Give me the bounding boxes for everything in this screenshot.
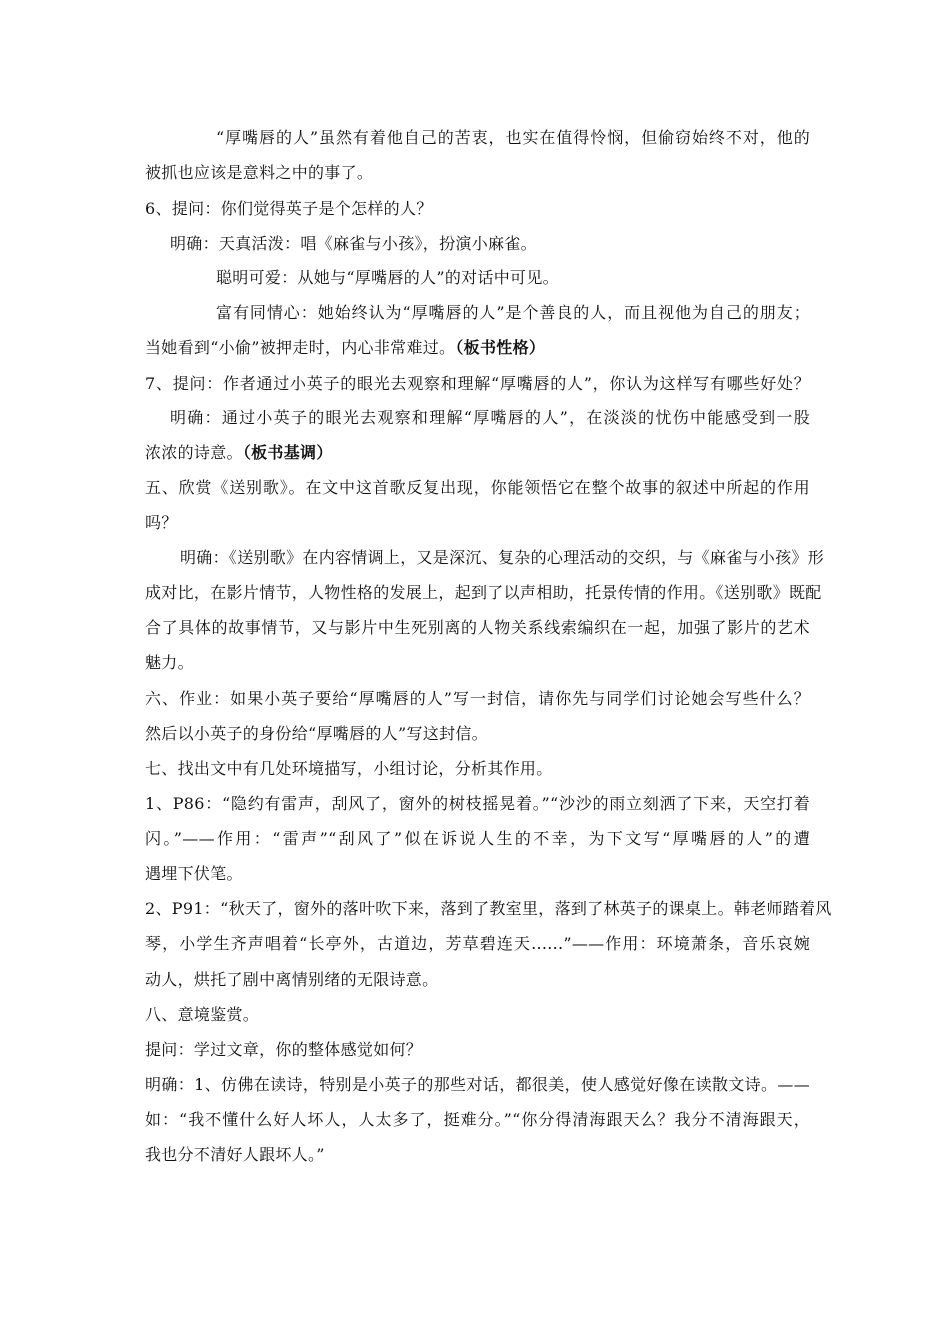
paragraph-line: 然后以小英子的身份给“厚嘴唇的人”写这封信。 [145, 724, 488, 743]
answer-line: 富有同情心：她始终认为“厚嘴唇的人”是个善良的人，而且视他为自己的朋友； [216, 303, 810, 322]
answer-line [145, 442, 810, 464]
section-7-heading: 七、找出文中有几处环境描写，小组讨论，分析其作用。 [145, 759, 553, 778]
question-6: 6、提问：你们觉得英子是个怎样的人？ [145, 199, 433, 218]
answer-line: 明确：天真活泼：唱《麻雀与小孩》，扮演小麻雀。 [170, 234, 537, 253]
paragraph-line: 闪。”——作用：“雷声”“刮风了”似在诉说人生的不幸，为下文写“厚嘴唇的人”的遭 [145, 829, 810, 848]
answer-line: 明确：1、仿佛在读诗，特别是小英子的那些对话，都很美，使人感觉好像在读散文诗。—— [145, 1075, 810, 1094]
answer-line [145, 337, 810, 359]
answer-text: 当她看到“小偷”被押走时，内心非常难过。 [145, 338, 456, 357]
paragraph-line: “厚嘴唇的人”虽然有着他自己的苦衷，也实在值得怜悯，但偷窃始终不对，他的 [216, 128, 810, 147]
answer-line: 成对比，在影片情节，人物性格的发展上，起到了以声相助，托景传情的作用。《送别歌》既配 [145, 583, 822, 602]
paragraph-line: 琴，小学生齐声唱着“长亭外，古道边，芳草碧连天......”——作用：环境萧条，音乐哀婉 [145, 934, 810, 953]
board-note: （板书基调） [242, 443, 333, 462]
question-7: 7、提问：作者通过小英子的眼光去观察和理解“厚嘴唇的人”，你认为这样写有哪些好处？ [145, 374, 810, 393]
board-note: （板书性格） [455, 338, 546, 357]
section-6-heading: 六、作业：如果小英子要给“厚嘴唇的人”写一封信，请你先与同学们讨论她会写些什么？ [145, 689, 810, 708]
paragraph-line: 被抓也应该是意料之中的事了。 [145, 163, 374, 182]
paragraph-line: 遇埋下伏笔。 [145, 864, 243, 883]
section-8-heading: 八、意境鉴赏。 [145, 1005, 260, 1024]
answer-line: 我也分不清好人跟坏人。” [145, 1145, 325, 1164]
answer-line: 合了具体的故事情节，又与影片中生死别离的人物关系线索编织在一起，加强了影片的艺术 [145, 618, 810, 637]
paragraph-line: 1、P86：“隐约有雷声，刮风了，窗外的树枝摇晃着。”“沙沙的雨立刻洒了下来，天空打着 [145, 794, 810, 813]
answer-line: 魅力。 [145, 653, 194, 672]
paragraph-line: 动人，烘托了剧中离情别绪的无限诗意。 [145, 970, 439, 989]
answer-line: 明确：《送别歌》在内容情调上，又是深沉、复杂的心理活动的交织，与《麻雀与小孩》形 [180, 548, 825, 567]
answer-text: 浓浓的诗意。 [145, 443, 243, 462]
paragraph-line: 吗？ [145, 513, 178, 532]
section-5-heading: 五、欣赏《送别歌》。在文中这首歌反复出现，你能领悟它在整个故事的叙述中所起的作用 [145, 478, 810, 497]
answer-line: 聪明可爱：从她与“厚嘴唇的人”的对话中可见。 [216, 268, 559, 287]
question-line: 提问：学过文章，你的整体感觉如何？ [145, 1040, 423, 1059]
answer-line: 如：“我不懂什么好人坏人，人太多了，挺难分。”“你分得清海跟天么？我分不清海跟天， [145, 1110, 810, 1129]
paragraph-line: 2、P91：“秋天了，窗外的落叶吹下来，落到了教室里，落到了林英子的课桌上。韩老师踏着风 [145, 899, 832, 918]
answer-line: 明确：通过小英子的眼光去观察和理解“厚嘴唇的人”，在淡淡的忧伤中能感受到一股 [170, 408, 810, 427]
